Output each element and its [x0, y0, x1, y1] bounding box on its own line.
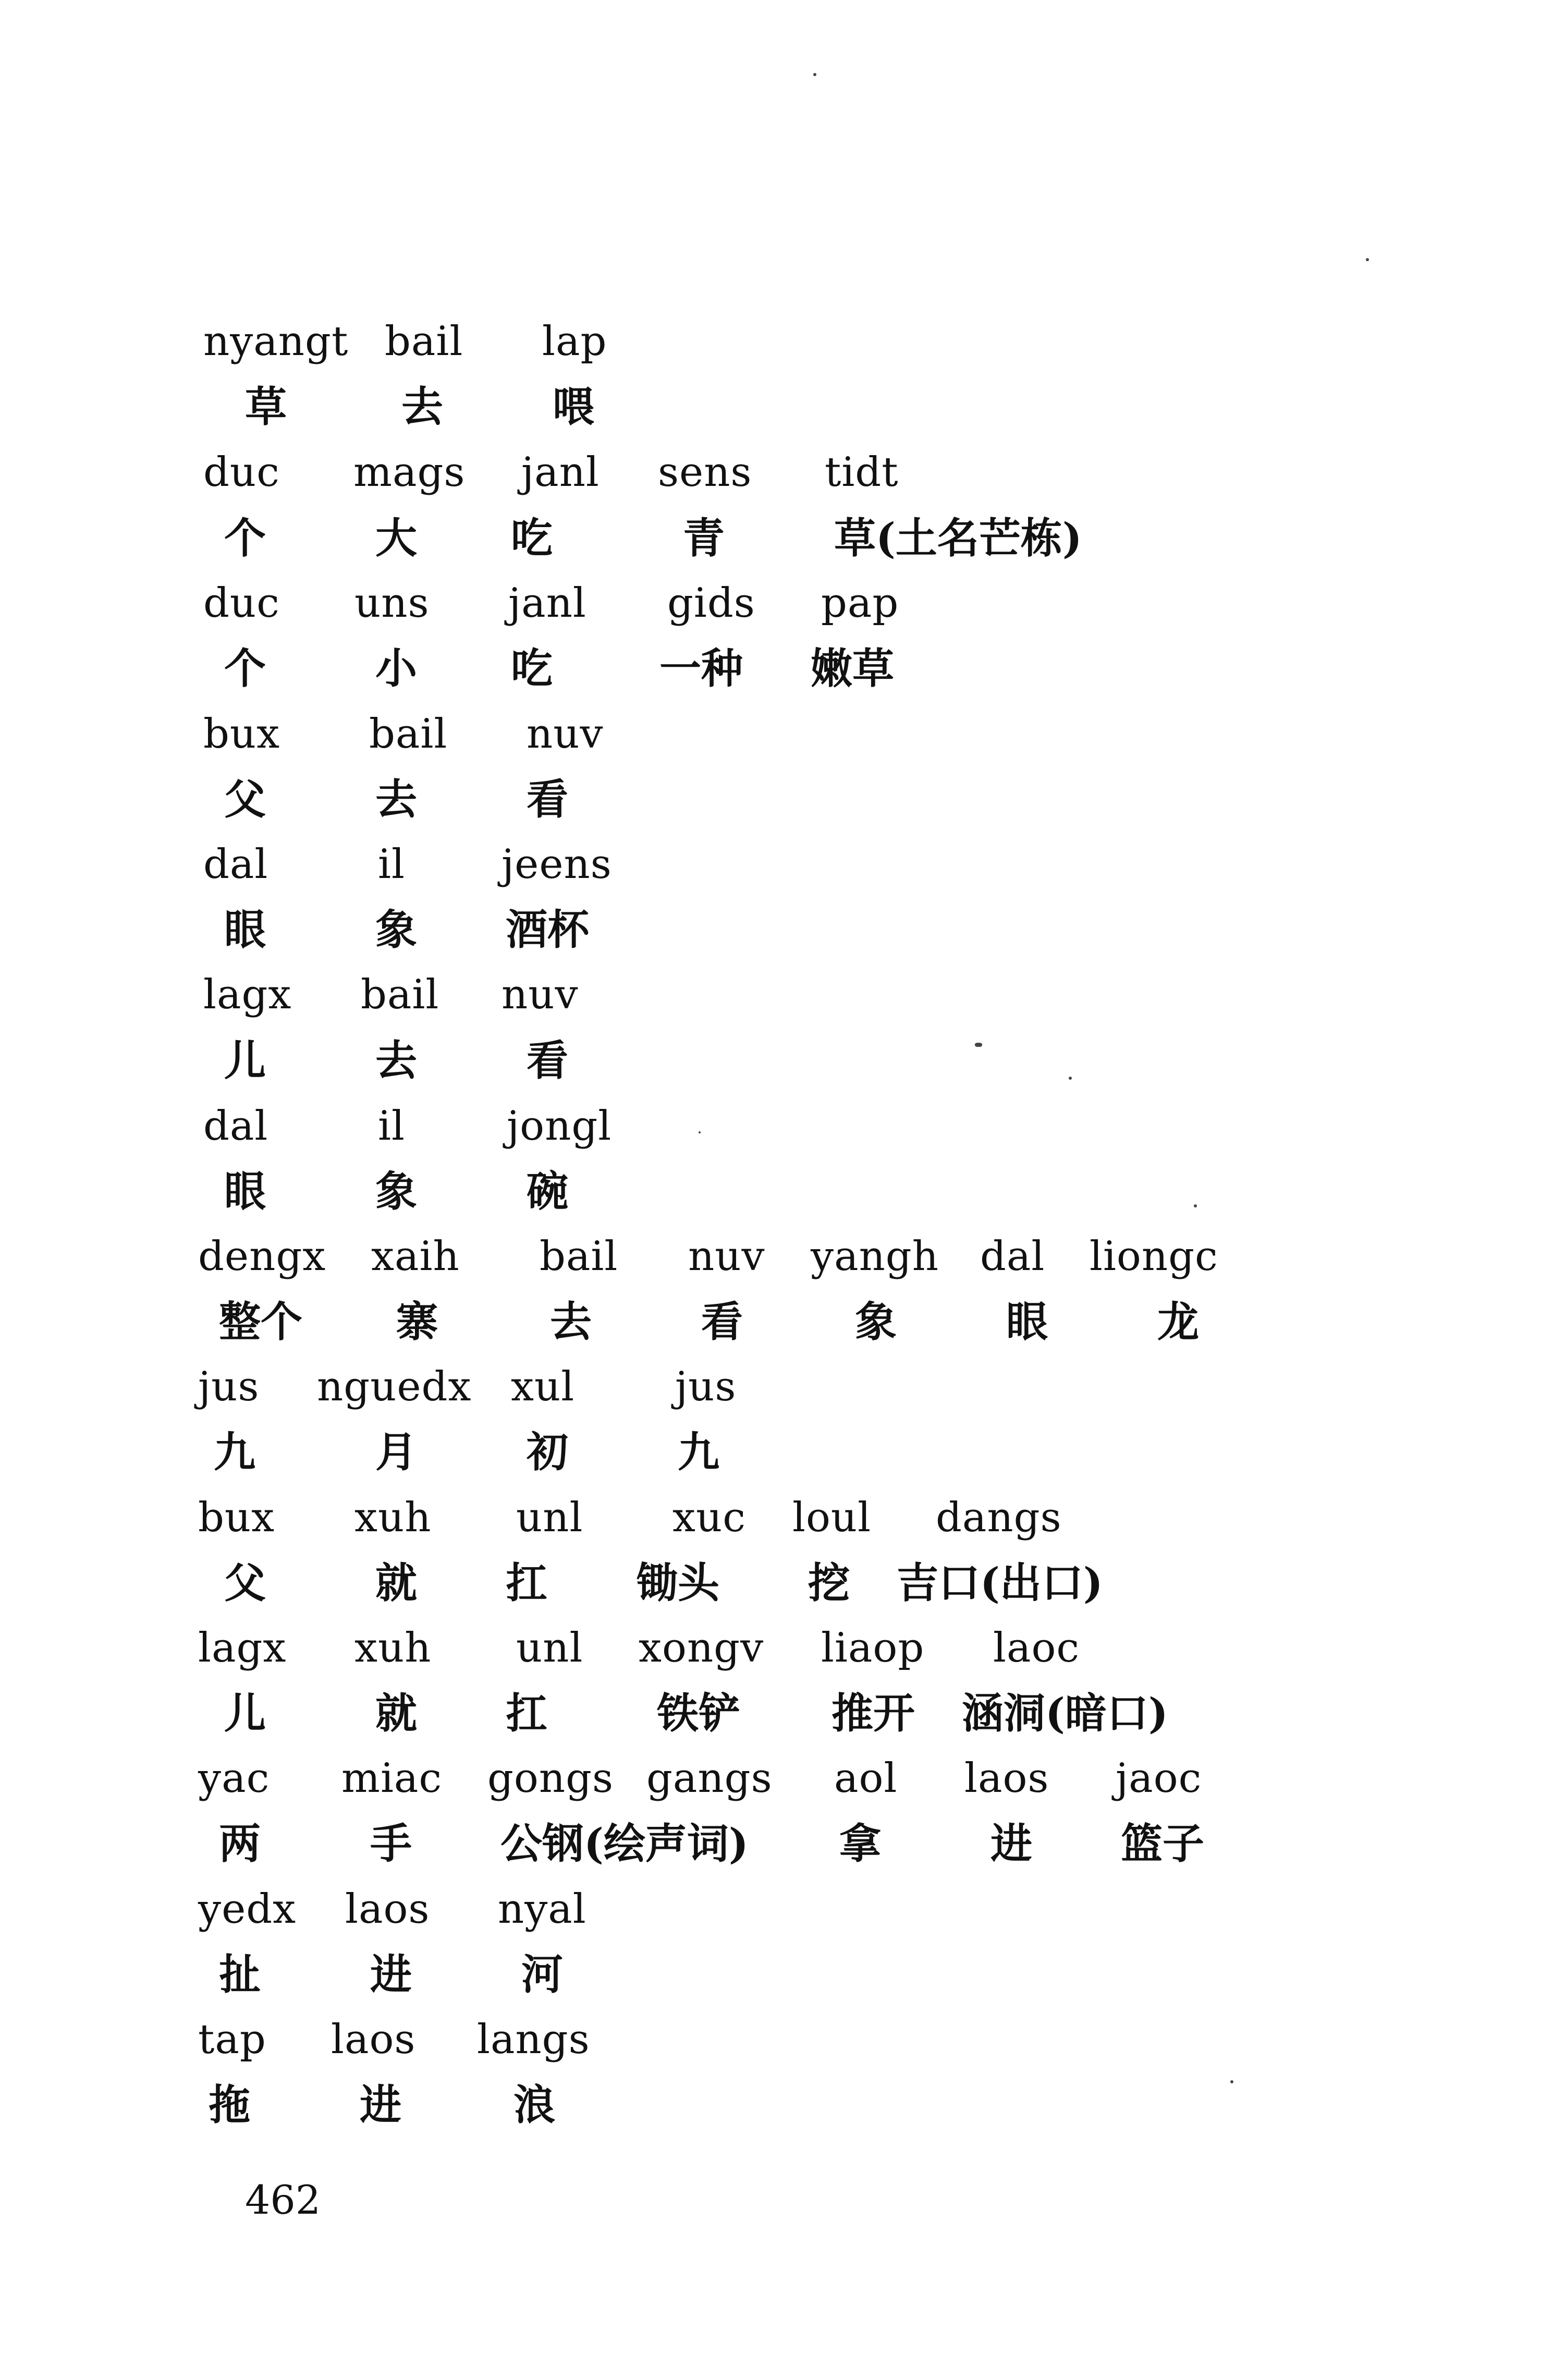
- hanzi-gloss: 看: [701, 1297, 743, 1346]
- pinyin-line-6: [0, 963, 1541, 1026]
- pinyin-line-11: [0, 1617, 1541, 1679]
- pinyin-word: il: [378, 1103, 405, 1150]
- pinyin-word: xuc: [672, 1494, 746, 1541]
- pinyin-word: dangs: [936, 1494, 1062, 1541]
- hanzi-gloss: 河: [521, 1950, 563, 1999]
- pinyin-word: liaop: [821, 1625, 925, 1671]
- print-speck: [1069, 1077, 1072, 1080]
- hanzi-gloss: 去: [550, 1297, 592, 1346]
- hanzi-gloss: 去: [375, 1036, 417, 1085]
- pinyin-line-7: [0, 1095, 1541, 1157]
- pinyin-word: tidt: [825, 449, 899, 496]
- hanzi-gloss: 锄头: [636, 1558, 719, 1607]
- hanzi-gloss: 一种: [659, 644, 743, 693]
- pinyin-word: tap: [198, 2016, 266, 2063]
- hanzi-gloss: 初: [527, 1427, 568, 1476]
- pinyin-word: bail: [361, 971, 439, 1018]
- pinyin-word: xuh: [354, 1625, 432, 1671]
- hanzi-gloss: 眼: [1006, 1297, 1048, 1346]
- hanzi-gloss: 涵洞(暗口): [962, 1689, 1168, 1738]
- hanzi-gloss: 龙: [1157, 1297, 1199, 1346]
- hanzi-gloss: 扯: [219, 1950, 261, 1999]
- hanzi-gloss: 篮子: [1121, 1819, 1204, 1868]
- pinyin-word: jus: [675, 1363, 737, 1410]
- hanzi-line-10: [0, 1552, 1541, 1614]
- pinyin-word: yac: [198, 1755, 270, 1802]
- pinyin-word: lagx: [198, 1625, 287, 1671]
- hanzi-gloss: 碗: [527, 1167, 568, 1216]
- pinyin-word: duc: [203, 449, 280, 496]
- hanzi-gloss: 眼: [224, 1167, 266, 1216]
- pinyin-word: nguedx: [317, 1363, 472, 1410]
- hanzi-gloss: 拖: [209, 2080, 250, 2129]
- pinyin-word: lap: [542, 318, 607, 365]
- hanzi-gloss: 儿: [224, 1689, 266, 1738]
- hanzi-gloss: 推开: [831, 1689, 915, 1738]
- hanzi-gloss: 九: [214, 1427, 255, 1476]
- pinyin-word: pap: [821, 580, 899, 627]
- hanzi-gloss: 青: [683, 514, 725, 563]
- hanzi-gloss: 扛: [506, 1689, 547, 1738]
- hanzi-gloss: 吃: [511, 644, 553, 693]
- pinyin-line-13: [0, 1878, 1541, 1940]
- pinyin-word: lagx: [203, 971, 292, 1018]
- hanzi-gloss: 铁铲: [657, 1689, 740, 1738]
- pinyin-word: janl: [521, 449, 600, 496]
- pinyin-word: bux: [203, 711, 280, 758]
- print-speck: [975, 1043, 982, 1047]
- hanzi-gloss: 象: [855, 1297, 897, 1346]
- hanzi-gloss: 进: [990, 1819, 1032, 1868]
- hanzi-line-5: [0, 898, 1541, 961]
- hanzi-gloss: 草: [245, 382, 287, 431]
- hanzi-gloss: 两: [219, 1819, 261, 1868]
- hanzi-gloss: 寨: [396, 1297, 438, 1346]
- pinyin-word: xul: [511, 1363, 575, 1410]
- pinyin-word: laoc: [993, 1625, 1080, 1671]
- pinyin-word: jongl: [507, 1103, 612, 1150]
- hanzi-gloss: 手: [370, 1819, 412, 1868]
- pinyin-word: nuv: [688, 1233, 765, 1280]
- pinyin-word: nyal: [498, 1886, 586, 1933]
- hanzi-gloss: 个: [224, 514, 266, 563]
- hanzi-line-13: [0, 1943, 1541, 2006]
- hanzi-gloss: 儿: [224, 1036, 266, 1085]
- pinyin-word: jaoc: [1116, 1755, 1202, 1802]
- pinyin-word: yedx: [198, 1886, 297, 1933]
- pinyin-line-10: [0, 1486, 1541, 1549]
- pinyin-word: bux: [198, 1494, 275, 1541]
- hanzi-line-6: [0, 1029, 1541, 1092]
- pinyin-line-5: [0, 833, 1541, 896]
- pinyin-word: nuv: [502, 971, 579, 1018]
- hanzi-gloss: 酒杯: [506, 905, 589, 954]
- hanzi-line-7: [0, 1160, 1541, 1223]
- hanzi-gloss: 浪: [513, 2080, 555, 2129]
- hanzi-gloss: 九: [678, 1427, 719, 1476]
- pinyin-word: laos: [345, 1886, 430, 1933]
- pinyin-word: sens: [658, 449, 752, 496]
- pinyin-word: janl: [508, 580, 586, 627]
- hanzi-line-4: [0, 768, 1541, 831]
- hanzi-gloss: 扛: [506, 1558, 547, 1607]
- pinyin-line-12: [0, 1747, 1541, 1810]
- hanzi-gloss: 就: [375, 1558, 417, 1607]
- hanzi-line-2: [0, 507, 1541, 569]
- print-speck: [699, 1131, 701, 1133]
- print-speck: [813, 73, 816, 76]
- hanzi-gloss: 象: [375, 1167, 417, 1216]
- pinyin-word: loul: [792, 1494, 872, 1541]
- pinyin-word: bail: [385, 318, 463, 365]
- hanzi-line-9: [0, 1421, 1541, 1483]
- pinyin-word: jeens: [502, 841, 612, 888]
- pinyin-word: bail: [369, 711, 448, 758]
- hanzi-line-11: [0, 1682, 1541, 1744]
- hanzi-line-12: [0, 1812, 1541, 1875]
- hanzi-gloss: 小: [375, 644, 417, 693]
- pinyin-word: mags: [353, 449, 466, 496]
- pinyin-word: yangh: [811, 1233, 939, 1280]
- pinyin-word: unl: [516, 1494, 583, 1541]
- hanzi-gloss: 嫩草: [811, 644, 894, 693]
- pinyin-word: nyangt: [203, 318, 349, 365]
- hanzi-gloss: 整个: [219, 1297, 302, 1346]
- hanzi-line-14: [0, 2073, 1541, 2136]
- hanzi-line-1: [0, 375, 1541, 438]
- pinyin-word: il: [378, 841, 405, 888]
- hanzi-gloss: 进: [360, 2080, 401, 2129]
- hanzi-gloss: 象: [375, 905, 417, 954]
- hanzi-gloss: 进: [370, 1950, 412, 1999]
- hanzi-line-8: [0, 1290, 1541, 1353]
- pinyin-word: liongc: [1090, 1233, 1218, 1280]
- hanzi-gloss: 去: [401, 382, 443, 431]
- pinyin-word: xongv: [639, 1625, 764, 1671]
- print-speck: [1194, 1204, 1197, 1207]
- pinyin-word: bail: [540, 1233, 618, 1280]
- hanzi-gloss: 草(土名芒栋): [834, 514, 1082, 563]
- pinyin-word: uns: [354, 580, 430, 627]
- hanzi-gloss: 拿: [839, 1819, 881, 1868]
- pinyin-word: duc: [203, 580, 280, 627]
- pinyin-line-3: [0, 572, 1541, 634]
- hanzi-gloss: 喂: [553, 382, 594, 431]
- pinyin-word: laos: [331, 2016, 416, 2063]
- pinyin-word: langs: [477, 2016, 590, 2063]
- pinyin-word: nuv: [527, 711, 604, 758]
- hanzi-gloss: 月: [375, 1427, 417, 1476]
- pinyin-word: dal: [203, 841, 268, 888]
- hanzi-gloss: 个: [224, 644, 266, 693]
- hanzi-gloss: 父: [224, 1558, 266, 1607]
- pinyin-word: laos: [964, 1755, 1049, 1802]
- pinyin-line-14: [0, 2008, 1541, 2071]
- pinyin-word: xaih: [371, 1233, 460, 1280]
- hanzi-gloss: 去: [375, 775, 417, 824]
- pinyin-line-9: [0, 1356, 1541, 1418]
- page-number: 462: [245, 2177, 321, 2223]
- pinyin-line-4: [0, 703, 1541, 765]
- hanzi-gloss: 吃: [511, 514, 553, 563]
- pinyin-word: unl: [516, 1625, 583, 1671]
- pinyin-word: xuh: [354, 1494, 432, 1541]
- hanzi-gloss: 挖: [808, 1558, 850, 1607]
- hanzi-gloss: 就: [375, 1689, 417, 1738]
- hanzi-gloss: 大: [375, 514, 417, 563]
- pinyin-word: gids: [667, 580, 755, 627]
- pinyin-line-1: [0, 310, 1541, 373]
- pinyin-word: gongs: [487, 1755, 614, 1802]
- print-speck: [1230, 2080, 1233, 2083]
- pinyin-word: gangs: [646, 1755, 773, 1802]
- hanzi-gloss: 吉口(出口): [897, 1558, 1103, 1607]
- hanzi-gloss: 公钢(绘声词): [500, 1819, 749, 1868]
- pinyin-word: dal: [203, 1103, 268, 1150]
- print-speck: [1366, 258, 1369, 261]
- hanzi-gloss: 看: [527, 1036, 568, 1085]
- hanzi-gloss: 眼: [224, 905, 266, 954]
- pinyin-word: dengx: [198, 1233, 326, 1280]
- pinyin-line-8: [0, 1225, 1541, 1288]
- pinyin-word: dal: [980, 1233, 1045, 1280]
- pinyin-word: miac: [341, 1755, 443, 1802]
- hanzi-gloss: 看: [527, 775, 568, 824]
- hanzi-line-3: [0, 637, 1541, 700]
- hanzi-gloss: 父: [224, 775, 266, 824]
- pinyin-word: jus: [198, 1363, 260, 1410]
- pinyin-line-2: [0, 441, 1541, 504]
- pinyin-word: aol: [834, 1755, 898, 1802]
